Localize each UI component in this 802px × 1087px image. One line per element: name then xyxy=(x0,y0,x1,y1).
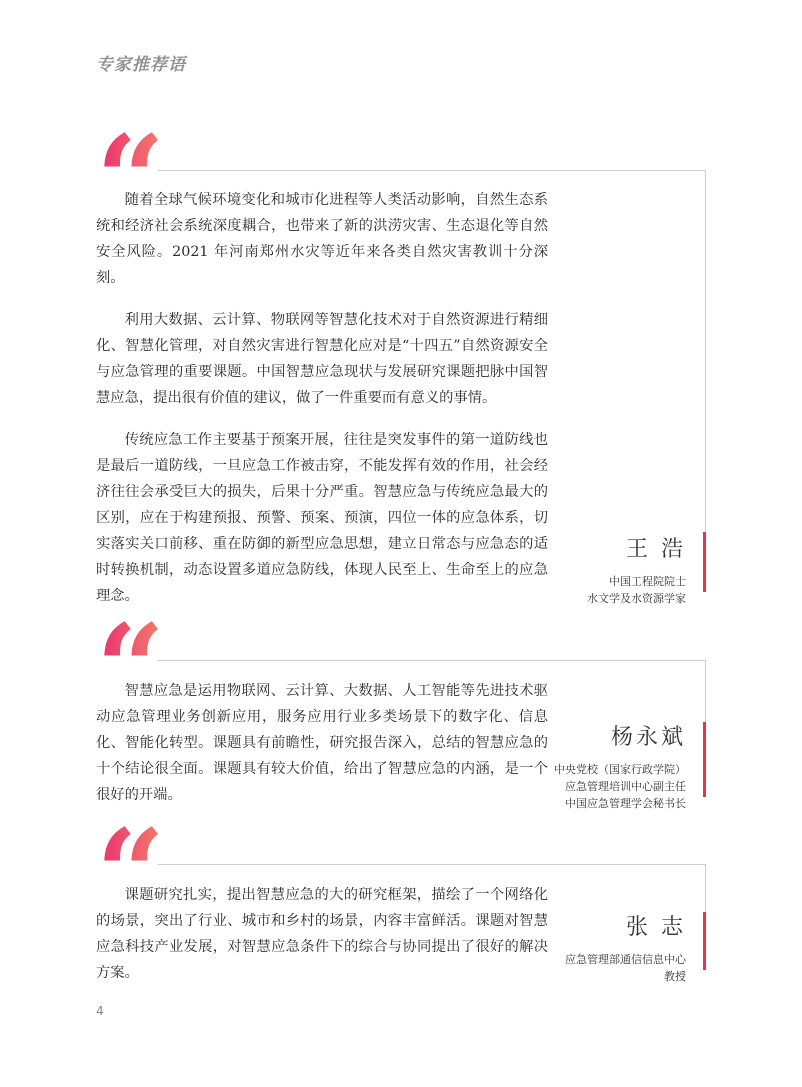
quote-paragraph: 课题研究扎实，提出智慧应急的大的研究框架，描绘了一个网络化的场景，突出了行业、城市和乡村的场景，内容丰富鲜活。课题对智慧应急科技产业发展，对智慧应急条件下的综合与协同提出了很好的解决方案。 xyxy=(96,887,548,981)
page-number: 4 xyxy=(96,1004,104,1018)
quote-body-3 xyxy=(96,882,548,986)
author-title: 应急管理部通信信息中心 xyxy=(565,953,686,966)
author-title: 教授 xyxy=(664,970,686,983)
quote-paragraph: 利用大数据、云计算、物联网等智慧化技术对于自然资源进行精细化、智慧化管理，对自然灾害进行智慧化应对是“十四五”自然资源安全与应急管理的重要课题。中国智慧应急现状与发展研究课题把脉中国智慧应急，提出很有价值的建议，做了一件重要而有意义的事情。 xyxy=(96,312,548,406)
quote-frame-top xyxy=(158,170,706,171)
author-title: 中国应急管理学会秘书长 xyxy=(565,797,686,810)
quote-paragraph: 传统应急工作主要基于预案开展，往往是突发事件的第一道防线也是最后一道防线，一旦应急工作被击穿，不能发挥有效的作用，社会经济往往会承受巨大的损失，后果十分严重。智慧应急与传统应急最大的区别，应在于构建预报、预警、预案、预演，四位一体的应急体系，切实落实关口前移、重在防御的新型应急思想，建立日常态与应急态的适时转换机制，动态设置多道应急防线，体现人民至上、生命至上的应急理念。 xyxy=(96,432,548,604)
accent-bar xyxy=(703,532,706,592)
quote-body-2 xyxy=(96,678,548,808)
quote-frame-right xyxy=(705,864,706,912)
quote-frame-right xyxy=(705,170,706,532)
quote-mark-icon xyxy=(96,617,165,677)
author-block-1 xyxy=(587,532,686,607)
author-block-3 xyxy=(565,910,686,985)
author-name: 杨永斌 xyxy=(610,725,686,750)
quote-body-1 xyxy=(96,187,548,609)
quote-mark-icon xyxy=(96,822,165,882)
quote-frame-top xyxy=(158,660,706,661)
quote-frame-right xyxy=(705,660,706,722)
author-block-2 xyxy=(554,720,686,812)
accent-bar xyxy=(703,912,706,970)
author-name: 张 志 xyxy=(626,915,686,940)
author-title: 中国工程院院士 xyxy=(609,575,686,588)
quote-paragraph: 随着全球气候环境变化和城市化进程等人类活动影响，自然生态系统和经济社会系统深度耦合，也带来了新的洪涝灾害、生态退化等自然安全风险。2021 年河南郑州水灾等近年来各类自然灾害教训十分深刻。 xyxy=(96,192,548,286)
quote-paragraph: 智慧应急是运用物联网、云计算、大数据、人工智能等先进技术驱动应急管理业务创新应用，服务应用行业多类场景下的数字化、信息化、智能化转型。课题具有前瞻性，研究报告深入，总结的智慧应急的十个结论很全面。课题具有较大价值，给出了智慧应急的内涵，是一个很好的开端。 xyxy=(96,683,548,803)
quote-mark-icon xyxy=(96,128,165,188)
author-title: 中央党校（国家行政学院） xyxy=(554,763,686,776)
accent-bar xyxy=(703,722,706,797)
author-title: 应急管理培训中心副主任 xyxy=(565,780,686,793)
author-title: 水文学及水资源学家 xyxy=(587,592,686,605)
quote-frame-top xyxy=(158,864,706,865)
author-name: 王 浩 xyxy=(626,537,686,562)
section-title: 专家推荐语 xyxy=(96,55,186,75)
